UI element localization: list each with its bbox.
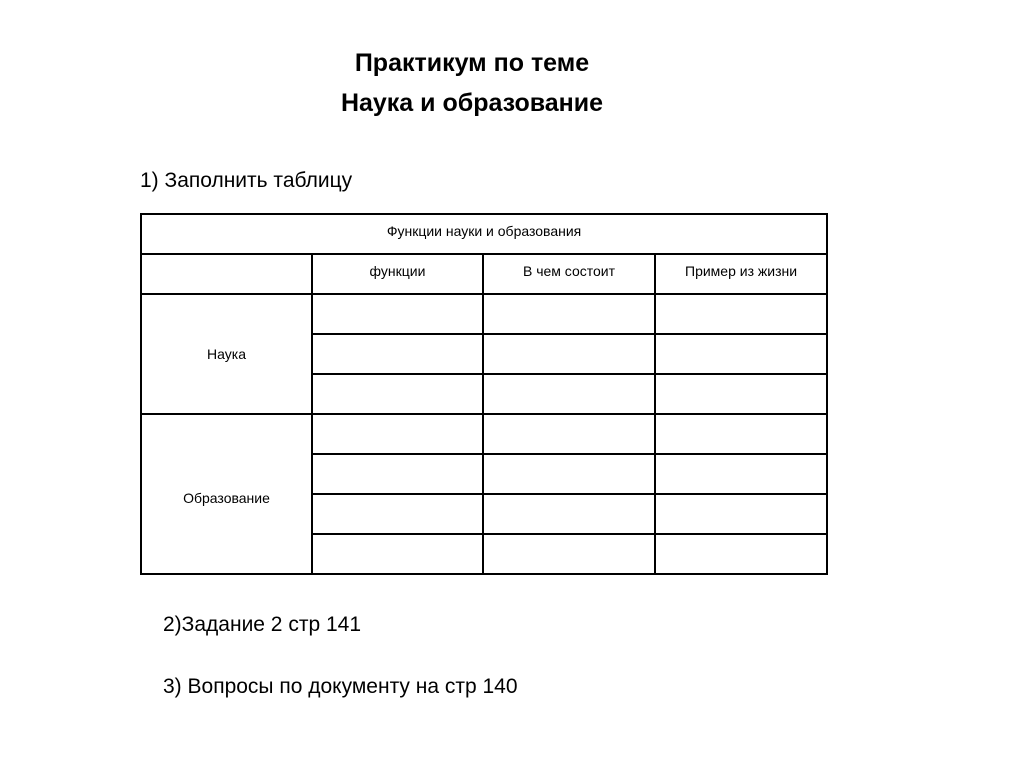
table-row — [141, 414, 827, 454]
column-header-functions: функции — [312, 254, 483, 294]
blank-cell[interactable] — [483, 294, 655, 334]
column-header-row — [141, 254, 827, 294]
blank-cell[interactable] — [483, 494, 655, 534]
task-1: 1) Заполнить таблицу — [140, 169, 353, 192]
blank-cell[interactable] — [483, 374, 655, 414]
blank-cell[interactable] — [483, 414, 655, 454]
blank-cell[interactable] — [655, 494, 827, 534]
table-title: Функции науки и образования — [141, 214, 827, 254]
blank-cell[interactable] — [312, 294, 483, 334]
column-header-essence: В чем состоит — [483, 254, 655, 294]
blank-cell[interactable] — [655, 414, 827, 454]
functions-table — [140, 213, 828, 575]
blank-cell[interactable] — [312, 334, 483, 374]
blank-cell[interactable] — [655, 294, 827, 334]
row-label-education: Образование — [141, 414, 312, 574]
blank-cell[interactable] — [312, 414, 483, 454]
blank-cell[interactable] — [312, 534, 483, 574]
task-3: 3) Вопросы по документу на стр 140 — [163, 675, 518, 698]
task-2: 2)Задание 2 стр 141 — [163, 613, 361, 636]
blank-cell[interactable] — [655, 534, 827, 574]
table-title-row — [141, 214, 827, 254]
empty-corner-cell — [141, 254, 312, 294]
blank-cell[interactable] — [483, 534, 655, 574]
blank-cell[interactable] — [655, 454, 827, 494]
blank-cell[interactable] — [312, 494, 483, 534]
blank-cell[interactable] — [483, 454, 655, 494]
blank-cell[interactable] — [655, 334, 827, 374]
column-header-example: Пример из жизни — [655, 254, 827, 294]
row-label-science: Наука — [141, 294, 312, 414]
blank-cell[interactable] — [655, 374, 827, 414]
page-title-line-1: Практикум по теме — [354, 49, 590, 77]
blank-cell[interactable] — [312, 454, 483, 494]
blank-cell[interactable] — [483, 334, 655, 374]
page-title-line-2: Наука и образование — [340, 89, 604, 117]
table-row — [141, 294, 827, 334]
blank-cell[interactable] — [312, 374, 483, 414]
